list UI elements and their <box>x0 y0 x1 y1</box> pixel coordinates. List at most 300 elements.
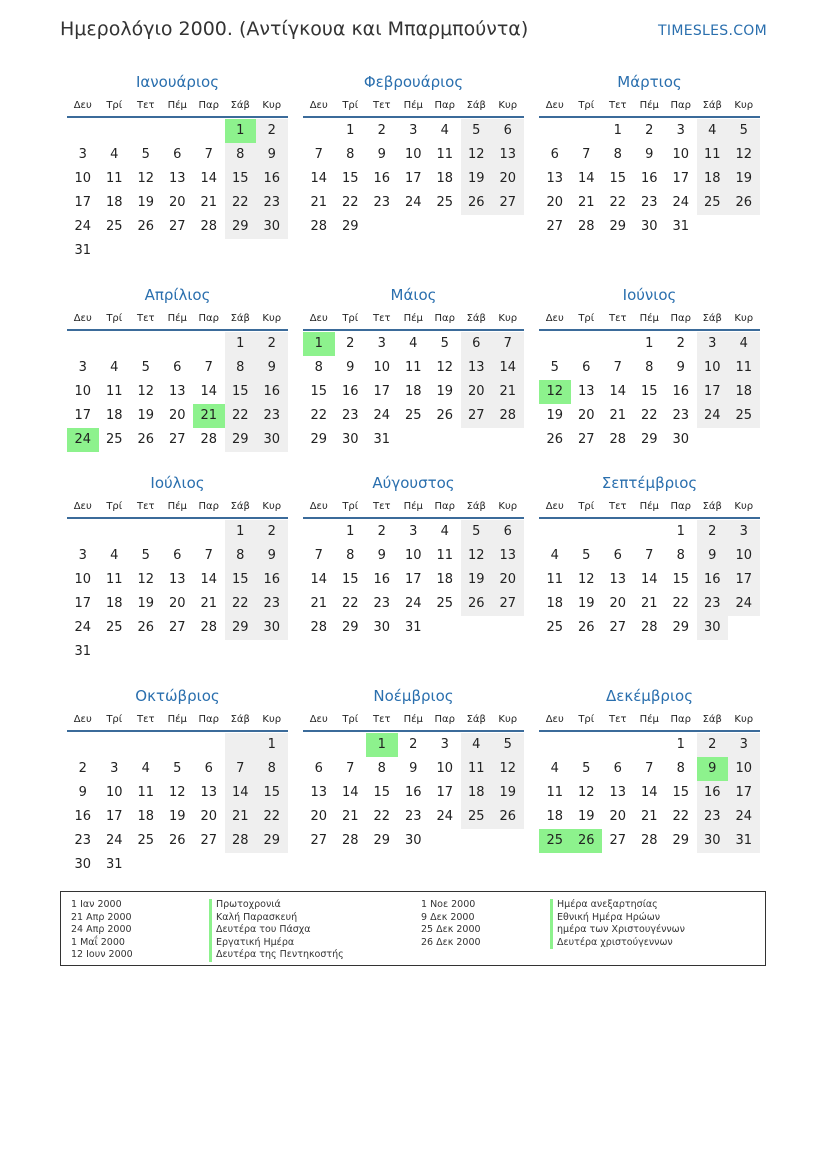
day-cell: 5 <box>492 733 524 757</box>
day-cell: 20 <box>609 596 627 611</box>
day-cell: 26 <box>461 191 493 215</box>
day-cell: 11 <box>436 147 454 162</box>
day-cell: 21 <box>200 195 218 210</box>
day-cell: 15 <box>341 171 359 186</box>
day-cell: 28 <box>310 219 328 234</box>
day-cell: 5 <box>141 548 150 563</box>
day-cell: 6 <box>492 520 524 544</box>
day-cell: 4 <box>440 524 449 539</box>
day-cell: 11 <box>137 785 155 800</box>
empty-cell <box>99 733 131 757</box>
day-grid <box>67 119 288 263</box>
day-cell: 17 <box>697 380 729 404</box>
weekday-label: Πέμ <box>403 100 423 111</box>
day-cell: 24 <box>74 219 92 234</box>
day-cell: 26 <box>571 829 603 853</box>
weekday-label: Δευ <box>73 714 92 725</box>
day-cell: 16 <box>256 380 288 404</box>
day-cell: 4 <box>728 332 760 356</box>
day-cell: 1 <box>676 524 685 539</box>
day-cell: 8 <box>676 548 685 563</box>
day-cell: 29 <box>310 432 328 447</box>
day-cell: 22 <box>256 805 288 829</box>
weekday-label: Τρί <box>342 100 359 111</box>
weekday-label: Κυρ <box>262 313 282 324</box>
empty-cell <box>130 332 162 356</box>
day-cell: 2 <box>346 336 355 351</box>
legend-entry: 26 Δεκ 2000 <box>421 936 481 948</box>
day-grid <box>539 733 760 853</box>
day-cell: 11 <box>697 143 729 167</box>
day-cell: 9 <box>409 761 418 776</box>
weekday-label: Κυρ <box>734 100 754 111</box>
day-cell: 21 <box>640 596 658 611</box>
empty-cell <box>571 332 603 356</box>
day-cell: 23 <box>256 592 288 616</box>
day-cell: 27 <box>577 432 595 447</box>
empty-cell <box>398 428 430 452</box>
day-cell: 25 <box>105 620 123 635</box>
day-cell: 28 <box>225 829 257 853</box>
month-name: Δεκέμβριος <box>605 687 693 705</box>
month-block <box>67 686 288 877</box>
day-cell: 16 <box>404 785 422 800</box>
weekday-label: Κυρ <box>734 313 754 324</box>
day-cell: 16 <box>697 568 729 592</box>
day-cell: 31 <box>373 432 391 447</box>
day-cell: 10 <box>697 356 729 380</box>
day-cell: 7 <box>314 548 323 563</box>
day-cell: 3 <box>676 123 685 138</box>
day-cell: 29 <box>225 215 257 239</box>
month-block <box>67 72 288 263</box>
weekday-label: Σάβ <box>466 100 486 111</box>
day-cell: 30 <box>640 219 658 234</box>
weekday-header <box>303 710 524 732</box>
empty-cell <box>67 332 99 356</box>
day-cell: 7 <box>346 761 355 776</box>
empty-cell <box>602 520 634 544</box>
day-cell: 2 <box>697 520 729 544</box>
weekday-label: Σάβ <box>230 313 250 324</box>
day-cell: 21 <box>193 404 225 428</box>
day-cell: 7 <box>645 761 654 776</box>
day-cell: 18 <box>404 384 422 399</box>
day-cell: 26 <box>577 620 595 635</box>
day-cell: 13 <box>577 384 595 399</box>
day-cell: 29 <box>609 219 627 234</box>
empty-cell <box>728 616 760 640</box>
day-cell: 27 <box>200 833 218 848</box>
day-cell: 1 <box>346 123 355 138</box>
legend-entry: 12 Ιουν 2000 <box>71 949 133 960</box>
day-cell: 28 <box>200 432 218 447</box>
weekday-label: Τετ <box>372 501 391 512</box>
month-block <box>303 473 524 640</box>
weekday-label: Πέμ <box>167 714 187 725</box>
weekday-label: Δευ <box>545 714 564 725</box>
day-cell: 12 <box>577 572 595 587</box>
day-cell: 26 <box>137 620 155 635</box>
day-cell: 12 <box>436 360 454 375</box>
day-cell: 20 <box>310 809 328 824</box>
day-cell: 13 <box>168 384 186 399</box>
day-cell: 27 <box>168 432 186 447</box>
day-cell: 30 <box>697 616 729 640</box>
day-cell: 3 <box>697 332 729 356</box>
day-cell: 19 <box>168 809 186 824</box>
day-cell: 10 <box>728 544 760 568</box>
empty-cell <box>461 215 493 239</box>
legend-entry: 1 Μαΐ 2000 <box>71 936 125 948</box>
weekday-label: Πέμ <box>639 714 659 725</box>
day-cell: 22 <box>672 809 690 824</box>
day-cell: 8 <box>346 147 355 162</box>
day-cell: 13 <box>461 356 493 380</box>
empty-cell <box>162 332 194 356</box>
weekday-label: Σάβ <box>702 501 722 512</box>
empty-cell <box>571 733 603 757</box>
day-cell: 27 <box>492 191 524 215</box>
legend-names-2 <box>550 899 685 949</box>
day-cell: 1 <box>225 520 257 544</box>
day-cell: 16 <box>640 171 658 186</box>
day-cell: 14 <box>577 171 595 186</box>
day-cell: 26 <box>137 219 155 234</box>
weekday-label: Τρί <box>578 313 595 324</box>
empty-cell <box>193 332 225 356</box>
day-cell: 16 <box>373 572 391 587</box>
day-cell: 22 <box>640 408 658 423</box>
day-cell: 4 <box>461 733 493 757</box>
day-cell: 10 <box>404 548 422 563</box>
day-cell: 24 <box>404 195 422 210</box>
day-cell: 27 <box>609 833 627 848</box>
weekday-label: Δευ <box>309 100 328 111</box>
day-cell: 20 <box>200 809 218 824</box>
day-cell: 25 <box>539 829 571 853</box>
day-cell: 4 <box>550 548 559 563</box>
day-cell: 14 <box>640 572 658 587</box>
day-cell: 27 <box>492 592 524 616</box>
day-cell: 12 <box>492 757 524 781</box>
day-cell: 9 <box>256 544 288 568</box>
day-cell: 3 <box>78 360 87 375</box>
day-cell: 17 <box>105 809 123 824</box>
day-cell: 23 <box>640 195 658 210</box>
day-cell: 15 <box>672 785 690 800</box>
weekday-label: Τετ <box>608 501 627 512</box>
empty-cell <box>193 640 225 664</box>
day-grid <box>303 733 524 853</box>
day-cell: 17 <box>404 171 422 186</box>
day-cell: 6 <box>173 360 182 375</box>
day-cell: 18 <box>546 596 564 611</box>
day-cell: 14 <box>200 384 218 399</box>
weekday-label: Παρ <box>198 714 219 725</box>
day-cell: 4 <box>110 147 119 162</box>
day-cell: 11 <box>105 572 123 587</box>
month-name: Νοέμβριος <box>373 687 454 705</box>
day-cell: 13 <box>609 572 627 587</box>
empty-cell <box>366 215 398 239</box>
weekday-label: Κυρ <box>734 714 754 725</box>
day-cell: 25 <box>697 191 729 215</box>
weekday-label: Πέμ <box>403 501 423 512</box>
weekday-label: Παρ <box>434 714 455 725</box>
day-cell: 9 <box>256 356 288 380</box>
weekday-label: Τρί <box>106 501 123 512</box>
weekday-label: Δευ <box>545 100 564 111</box>
weekday-label: Τετ <box>608 313 627 324</box>
day-cell: 6 <box>173 147 182 162</box>
empty-cell <box>461 428 493 452</box>
day-cell: 21 <box>577 195 595 210</box>
day-cell: 3 <box>728 733 760 757</box>
day-cell: 9 <box>346 360 355 375</box>
day-cell: 21 <box>341 809 359 824</box>
day-cell: 1 <box>225 119 257 143</box>
legend-dates-2 <box>421 899 481 949</box>
day-cell: 14 <box>310 171 328 186</box>
day-grid <box>67 332 288 452</box>
day-cell: 16 <box>256 568 288 592</box>
day-cell: 6 <box>173 548 182 563</box>
empty-cell <box>162 853 194 877</box>
day-cell: 11 <box>546 785 564 800</box>
empty-cell <box>162 640 194 664</box>
empty-cell <box>99 119 131 143</box>
day-cell: 14 <box>492 356 524 380</box>
empty-cell <box>492 215 524 239</box>
day-cell: 17 <box>74 408 92 423</box>
day-cell: 10 <box>672 147 690 162</box>
day-cell: 13 <box>546 171 564 186</box>
weekday-label: Σάβ <box>702 714 722 725</box>
empty-cell <box>492 428 524 452</box>
empty-cell <box>130 239 162 263</box>
day-cell: 23 <box>256 191 288 215</box>
legend-dates-1 <box>71 899 133 962</box>
day-cell: 3 <box>78 147 87 162</box>
day-cell: 14 <box>200 171 218 186</box>
empty-cell <box>162 733 194 757</box>
day-cell: 29 <box>225 428 257 452</box>
weekday-header <box>67 710 288 732</box>
day-cell: 16 <box>341 384 359 399</box>
day-cell: 28 <box>492 404 524 428</box>
weekday-label: Παρ <box>198 313 219 324</box>
day-cell: 29 <box>225 616 257 640</box>
day-cell: 30 <box>256 428 288 452</box>
weekday-label: Κυρ <box>262 714 282 725</box>
day-cell: 12 <box>461 544 493 568</box>
day-cell: 24 <box>728 805 760 829</box>
day-cell: 8 <box>377 761 386 776</box>
day-cell: 19 <box>461 167 493 191</box>
day-cell: 16 <box>74 809 92 824</box>
weekday-label: Παρ <box>670 313 691 324</box>
day-cell: 22 <box>341 596 359 611</box>
month-name: Μάρτιος <box>617 73 682 91</box>
day-cell: 21 <box>640 809 658 824</box>
day-cell: 19 <box>577 596 595 611</box>
empty-cell <box>429 829 461 853</box>
day-cell: 6 <box>613 761 622 776</box>
legend-entry: 21 Απρ 2000 <box>71 911 132 923</box>
day-cell: 7 <box>225 757 257 781</box>
empty-cell <box>193 239 225 263</box>
day-cell: 29 <box>672 620 690 635</box>
legend-entry: Δευτέρα του Πάσχα <box>209 924 344 937</box>
empty-cell <box>193 119 225 143</box>
day-cell: 7 <box>492 332 524 356</box>
empty-cell <box>398 215 430 239</box>
day-cell: 31 <box>74 644 92 659</box>
day-cell: 23 <box>404 809 422 824</box>
day-cell: 24 <box>74 620 92 635</box>
day-cell: 26 <box>461 592 493 616</box>
weekday-label: Δευ <box>545 501 564 512</box>
empty-cell <box>67 733 99 757</box>
day-cell: 15 <box>672 572 690 587</box>
day-cell: 12 <box>577 785 595 800</box>
weekday-label: Δευ <box>309 714 328 725</box>
empty-cell <box>256 239 288 263</box>
day-cell: 26 <box>546 432 564 447</box>
holiday-legend <box>60 891 766 966</box>
empty-cell <box>225 733 257 757</box>
weekday-label: Κυρ <box>498 313 518 324</box>
day-cell: 13 <box>310 785 328 800</box>
day-cell: 28 <box>609 432 627 447</box>
weekday-label: Κυρ <box>498 714 518 725</box>
day-cell: 22 <box>310 408 328 423</box>
month-block <box>539 285 760 452</box>
legend-entry: 1 Νοε 2000 <box>421 899 476 910</box>
empty-cell <box>492 616 524 640</box>
day-cell: 24 <box>436 809 454 824</box>
day-cell: 21 <box>492 380 524 404</box>
legend-entry: Εθνική Ημέρα Ηρώων <box>550 912 685 925</box>
day-cell: 10 <box>373 360 391 375</box>
day-cell: 28 <box>200 620 218 635</box>
day-cell: 29 <box>256 829 288 853</box>
day-cell: 12 <box>137 572 155 587</box>
day-cell: 30 <box>74 857 92 872</box>
day-cell: 15 <box>373 785 391 800</box>
day-cell: 29 <box>640 432 658 447</box>
weekday-label: Τετ <box>608 714 627 725</box>
weekday-label: Πέμ <box>167 313 187 324</box>
day-cell: 23 <box>256 404 288 428</box>
empty-cell <box>303 733 335 757</box>
day-cell: 12 <box>728 143 760 167</box>
month-name: Ιανουάριος <box>135 73 219 91</box>
day-cell: 24 <box>728 592 760 616</box>
weekday-header <box>539 309 760 331</box>
day-cell: 15 <box>341 572 359 587</box>
day-cell: 26 <box>168 833 186 848</box>
day-cell: 13 <box>609 785 627 800</box>
weekday-label: Σάβ <box>466 313 486 324</box>
empty-cell <box>225 853 257 877</box>
day-cell: 17 <box>728 781 760 805</box>
empty-cell <box>67 119 99 143</box>
day-cell: 28 <box>200 219 218 234</box>
empty-cell <box>697 215 729 239</box>
day-cell: 24 <box>105 833 123 848</box>
empty-cell <box>162 119 194 143</box>
weekday-label: Τρί <box>578 501 595 512</box>
day-cell: 8 <box>314 360 323 375</box>
weekday-label: Παρ <box>434 501 455 512</box>
weekday-label: Δευ <box>309 501 328 512</box>
legend-entry: ημέρα των Χριστουγέννων <box>550 924 685 937</box>
legend-entry: 24 Απρ 2000 <box>71 924 132 935</box>
site-name[interactable]: TIMESLES.COM <box>658 23 767 39</box>
empty-cell <box>225 640 257 664</box>
weekday-label: Πέμ <box>639 100 659 111</box>
day-cell: 31 <box>672 219 690 234</box>
empty-cell <box>162 520 194 544</box>
day-cell: 30 <box>697 829 729 853</box>
day-cell: 18 <box>728 380 760 404</box>
day-cell: 8 <box>256 757 288 781</box>
day-cell: 10 <box>728 757 760 781</box>
day-cell: 26 <box>728 191 760 215</box>
day-cell: 27 <box>168 620 186 635</box>
day-cell: 18 <box>436 572 454 587</box>
weekday-label: Παρ <box>434 100 455 111</box>
day-cell: 10 <box>404 147 422 162</box>
month-block <box>539 473 760 640</box>
empty-cell <box>335 733 367 757</box>
day-cell: 16 <box>373 171 391 186</box>
day-cell: 31 <box>74 243 92 258</box>
day-cell: 30 <box>373 620 391 635</box>
day-cell: 23 <box>697 805 729 829</box>
day-cell: 12 <box>539 380 571 404</box>
day-cell: 9 <box>697 544 729 568</box>
weekday-label: Τρί <box>342 501 359 512</box>
legend-entry: 25 Δεκ 2000 <box>421 924 481 935</box>
day-cell: 7 <box>204 147 213 162</box>
weekday-label: Κυρ <box>734 501 754 512</box>
day-cell: 14 <box>341 785 359 800</box>
day-cell: 20 <box>577 408 595 423</box>
day-cell: 20 <box>609 809 627 824</box>
day-cell: 24 <box>404 596 422 611</box>
day-cell: 7 <box>582 147 591 162</box>
month-block <box>67 473 288 664</box>
empty-cell <box>225 239 257 263</box>
month-name: Οκτώβριος <box>135 687 220 705</box>
legend-entry: Δευτέρα της Πεντηκοστής <box>209 949 344 962</box>
day-cell: 20 <box>492 167 524 191</box>
day-cell: 18 <box>105 408 123 423</box>
day-cell: 23 <box>373 195 391 210</box>
empty-cell <box>67 520 99 544</box>
weekday-label: Πέμ <box>403 313 423 324</box>
day-cell: 22 <box>225 592 257 616</box>
day-cell: 16 <box>697 781 729 805</box>
day-grid <box>67 520 288 664</box>
empty-cell <box>571 520 603 544</box>
weekday-label: Δευ <box>309 313 328 324</box>
day-grid <box>67 733 288 877</box>
weekday-label: Τετ <box>136 714 155 725</box>
